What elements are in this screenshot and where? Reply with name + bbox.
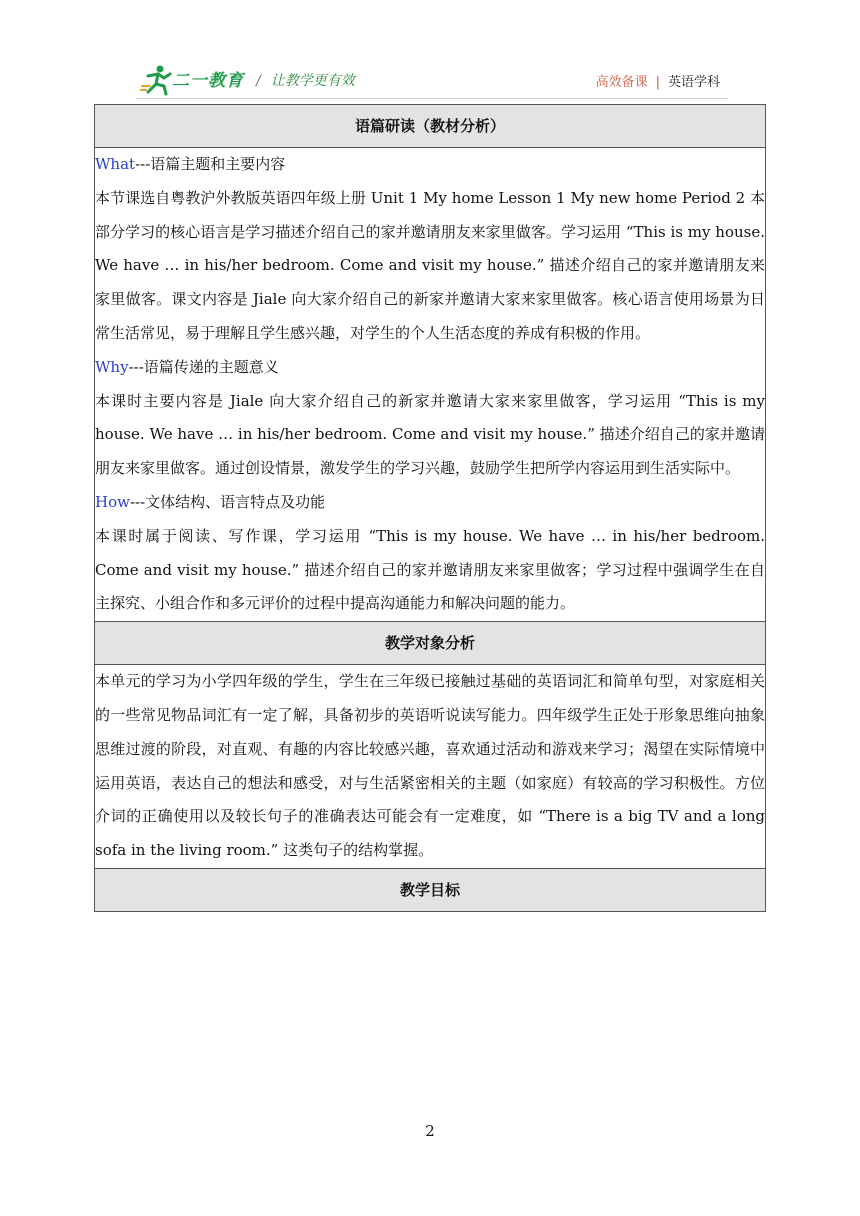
learner-analysis-paragraph: 本单元的学习为小学四年级的学生，学生在三年级已接触过基础的英语词汇和简单句型，对家庭相关的一些常见物品词汇有一定了解，具备初步的英语听说读写能力。四年级学生正处于形象思维向抽象思维过渡的阶段，对直观、有趣的内容比较感兴趣，喜欢通过活动和游戏来学习；渴望在实际情境中运用英语，表达自己的想法和感受，对与生活紧密相关的主题（如家庭）有较高的学习积极性。方位介词的正确使用以及较长句子的准确表达可能会有一定难度，如 “There is a big TV and a long sofa in the living room.” 这类句子的结构掌握。 bbox=[95, 672, 765, 860]
page-header bbox=[136, 62, 728, 98]
header-subject bbox=[596, 71, 720, 90]
why-heading: ---语篇传递的主题意义 bbox=[128, 357, 279, 376]
header-separator: | bbox=[655, 75, 660, 90]
header-rule bbox=[136, 98, 728, 99]
how-keyword: How bbox=[95, 492, 130, 511]
objectives-heading: 教学目标 bbox=[95, 868, 766, 911]
why-paragraph: 本课时主要内容是 Jiale 向大家介绍自己的新家并邀请大家来家里做客，学习运用 “This is my house. We have … in his/her bedroom. Come and visit my house.” 描述介绍自己的家并邀请朋友来家里做客。通过创设情景，激发学生的学习兴趣，鼓励学生把所学内容运用到生活实际中。 bbox=[95, 391, 765, 478]
brand-logo-text: 二一教育 bbox=[172, 71, 244, 91]
learner-analysis-content bbox=[95, 665, 766, 869]
text-study-content bbox=[95, 148, 766, 622]
text-study-heading: 语篇研读（教材分析） bbox=[95, 105, 766, 148]
what-paragraph: 本节课选自粤教沪外教版英语四年级上册 Unit 1 My home Lesson 1 My new home Period 2 本部分学习的核心语言是学习描述介绍自己的家并邀请朋友来家里做客。学习运用 “This is my house. We have … in his/her bedroom. Come and visit my house.” 描述介绍自己的家并邀请朋友来家里做客。课文内容是 Jiale 向大家介绍自己的新家并邀请大家来家里做客。核心语言使用场景为日常生活常见，易于理解且学生感兴趣，对学生的个人生活态度的养成有积极的作用。 bbox=[95, 188, 765, 342]
what-heading: ---语篇主题和主要内容 bbox=[135, 155, 286, 173]
what-subheading bbox=[95, 148, 765, 182]
how-heading: ---文体结构、语言特点及功能 bbox=[129, 492, 326, 511]
slash-divider-icon: / bbox=[256, 73, 261, 89]
page-number: 2 bbox=[425, 1122, 435, 1140]
lesson-plan-table bbox=[94, 104, 766, 912]
why-subheading bbox=[95, 351, 765, 385]
why-keyword: Why bbox=[95, 357, 129, 376]
how-subheading bbox=[95, 486, 765, 520]
header-slogan bbox=[256, 70, 355, 90]
what-keyword: What bbox=[95, 155, 136, 173]
learner-analysis-heading: 教学对象分析 bbox=[95, 622, 766, 665]
slogan-text: 让教学更有效 bbox=[270, 73, 355, 89]
header-label-prep: 高效备课 bbox=[595, 75, 648, 90]
header-label-subject: 英语学科 bbox=[667, 75, 720, 90]
how-paragraph: 本课时属于阅读、写作课，学习运用 “This is my house. We have … in his/her bedroom. Come and visit my house.” 描述介绍自己的家并邀请朋友来家里做客；学习过程中强调学生在自主探究、小组合作和多元评价的过程中提高沟通能力和解决问题的能力。 bbox=[95, 526, 765, 613]
